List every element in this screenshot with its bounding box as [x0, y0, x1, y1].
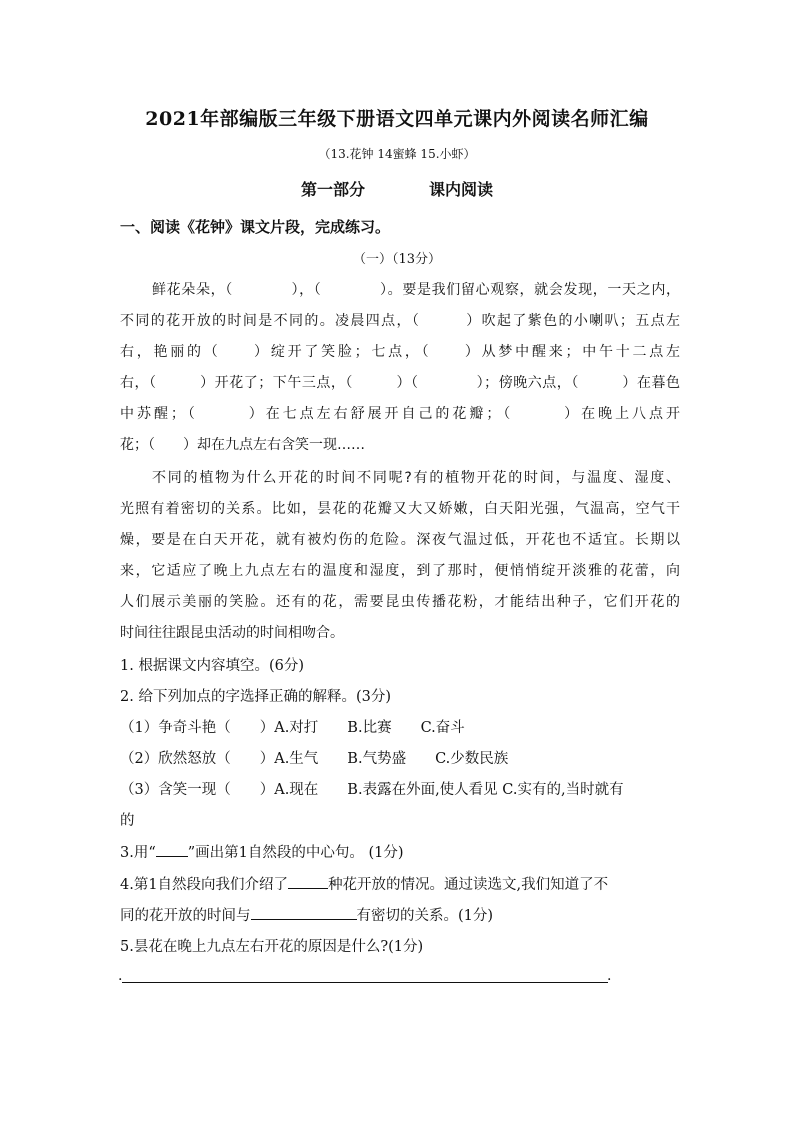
section-subheading: （一）（13分） — [352, 252, 442, 267]
question-2: 2. 给下列加点的字选择正确的解释。(3分) — [120, 689, 391, 705]
question-4-text-c: 同的花开放的时间与 — [120, 908, 251, 924]
passage-p1-line: 花；（ ）却在九点左右含笑一现…… — [120, 437, 365, 453]
passage-p2-line: 不同的植物为什么开花的时间不同呢?有的植物开花的时间，与温度、湿度、 — [152, 470, 680, 486]
passage-p2-line: 时间往往跟昆虫活动的时间相吻合。 — [120, 625, 344, 641]
question-1: 1. 根据课文内容填空。(6分) — [120, 658, 304, 674]
part-label: 第一部分 — [300, 180, 365, 199]
question-4-cont — [120, 904, 493, 925]
passage-p1-line: 鲜花朵朵，（ ），（ ）。要是我们留心观察，就会发现，一天之内， — [152, 282, 680, 298]
passage-p2-line: 人们展示美丽的笑脸。还有的花，需要昆虫传播花粉，才能结出种子，它们开花的 — [120, 594, 680, 610]
answer-line[interactable] — [122, 982, 608, 983]
question-2-item-2: （2）欣然怒放（ ）A.生气 B.气势盛 C.少数民族 — [120, 751, 509, 767]
question-2-item-3-cont: 的 — [120, 813, 135, 829]
part-heading — [0, 177, 794, 200]
document-title: 2021年部编版三年级下册语文四单元课内外阅读名师汇编 — [145, 108, 649, 130]
passage-p1-line: 不同的花开放的时间是不同的。凌晨四点，（ ）吹起了紫色的小喇叭；五点左 — [120, 313, 680, 329]
question-2-item-1: （1）争奇斗艳（ ）A.对打 B.比赛 C.奋斗 — [120, 720, 465, 736]
question-2-item-3: （3）含笑一现（ ）A.现在 B.表露在外面,使人看见 C.实有的,当时就有 — [120, 782, 624, 798]
part-name: 课内阅读 — [429, 180, 494, 199]
passage-p1-line: 右，艳丽的（ ）绽开了笑脸；七点，（ ）从梦中醒来；中午十二点左 — [120, 344, 680, 360]
question-3-text-a: 3.用“ — [120, 845, 156, 861]
passage-p1-line: 中苏醒；（ ）在七点左右舒展开自己的花瓣；（ ）在晚上八点开 — [120, 406, 680, 422]
question-4-text-b: 种花开放的情况。通过读选文,我们知道了不 — [328, 877, 609, 893]
question-4-text-a: 4.第1自然段向我们介绍了 — [120, 877, 289, 893]
question-3-text-b: ”画出第1自然段的中心句。 (1分) — [187, 845, 404, 861]
section-heading: 一、阅读《花钟》课文片段，完成练习。 — [120, 218, 391, 236]
fill-blank[interactable] — [251, 905, 357, 920]
fill-blank[interactable] — [156, 842, 188, 857]
question-4 — [120, 873, 608, 894]
passage-p2-line: 来，它适应了晚上九点左右的温度和湿度，到了那时，便悄悄绽开淡雅的花蕾，向 — [120, 563, 680, 579]
fill-blank[interactable] — [288, 874, 328, 889]
question-5: 5.昙花在晚上九点左右开花的原因是什么?(1分) — [120, 939, 424, 955]
question-3 — [120, 841, 404, 862]
document-subtitle: （13.花钟 14蜜蜂 15.小虾） — [318, 147, 476, 161]
passage-p2-line: 燥，要是在白天开花，就有被灼伤的危险。深夜气温过低，开花也不适宜。长期以 — [120, 532, 680, 548]
question-4-text-d: 有密切的关系。(1分) — [356, 908, 494, 924]
passage-p1-line: 右，（ ）开花了；下午三点，（ ）（ ）；傍晚六点，（ ）在暮色 — [120, 375, 680, 391]
passage-p2-line: 光照有着密切的关系。比如，昙花的花瓣又大又娇嫩，白天阳光强，气温高，空气干 — [120, 501, 680, 517]
answer-line-dot: . — [607, 968, 612, 984]
answer-line-dot: . — [118, 968, 123, 984]
